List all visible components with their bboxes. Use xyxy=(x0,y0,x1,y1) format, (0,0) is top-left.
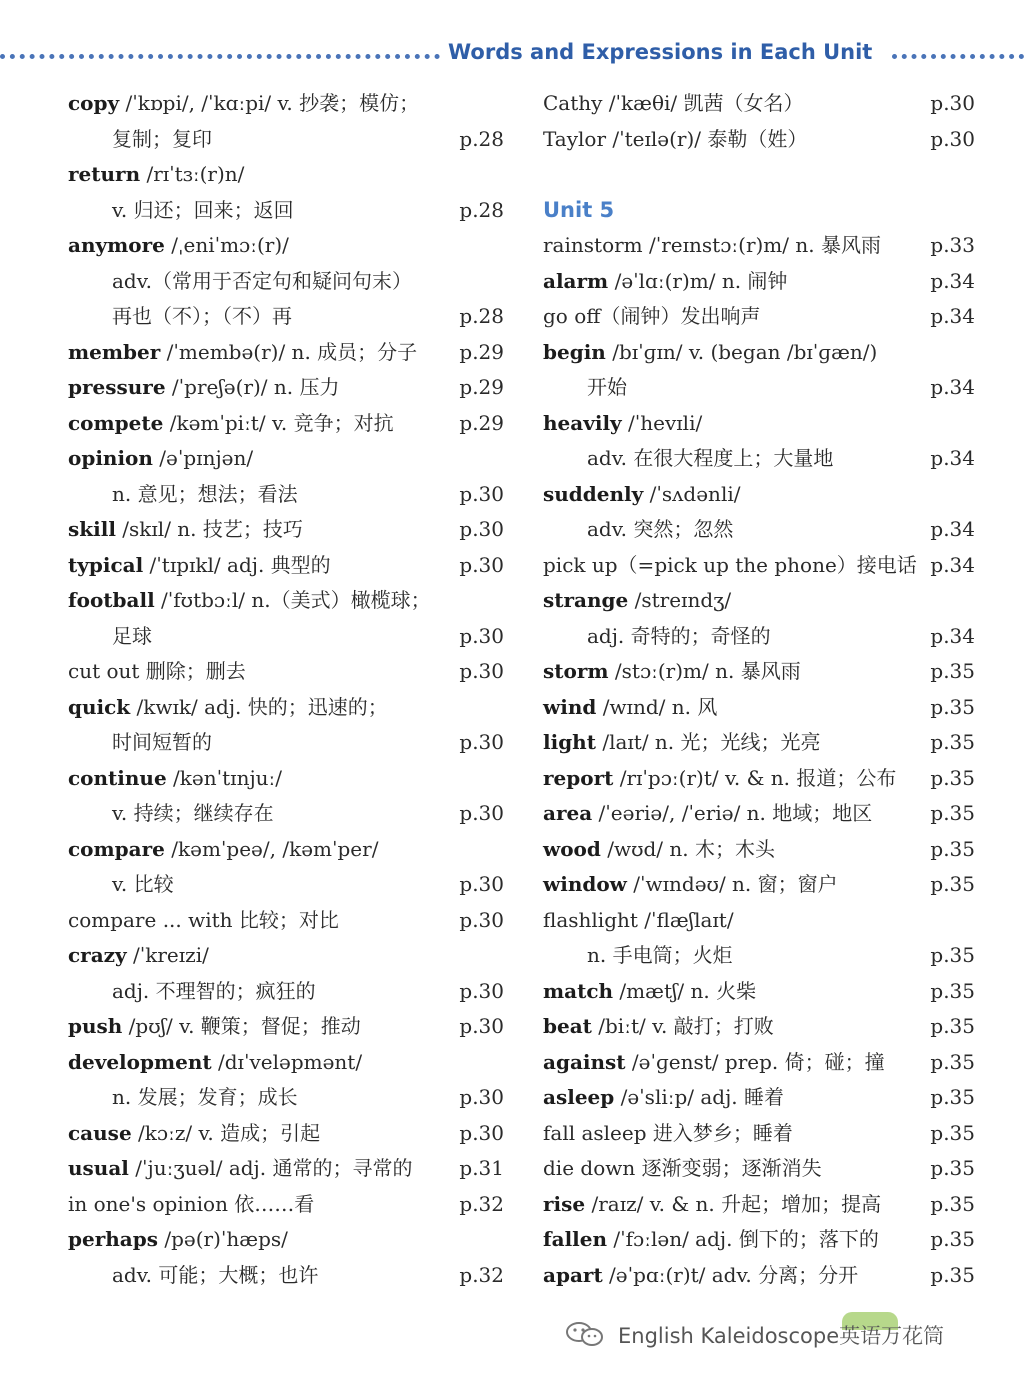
vocab-entry xyxy=(543,938,983,974)
vocab-entry xyxy=(68,654,508,690)
vocab-entry xyxy=(543,441,983,477)
headword: copy xyxy=(68,91,120,115)
entry-text xyxy=(68,370,340,406)
definition: die down 逐渐变弱；逐渐消失 xyxy=(543,1156,822,1180)
headword: asleep xyxy=(543,1085,615,1109)
vocab-entry xyxy=(68,619,508,655)
page-ref: p.28 xyxy=(459,197,504,222)
entry-text xyxy=(68,832,378,868)
vocab-entry xyxy=(68,512,508,548)
headword: heavily xyxy=(543,410,622,435)
headword: strange xyxy=(543,588,629,612)
definition: /ˌeniˈmɔː(r)/ xyxy=(164,233,289,257)
headword: fallen xyxy=(543,1227,608,1251)
definition: /ˈmembə(r)/ n. 成员；分子 xyxy=(160,339,418,364)
vocab-entry xyxy=(68,335,508,371)
headword: push xyxy=(68,1014,123,1038)
watermark-text: English Kaleidoscope英语万花筒 xyxy=(618,1324,945,1348)
definition: compare ... with 比较；对比 xyxy=(68,907,339,932)
headword: light xyxy=(543,730,596,754)
entry-text xyxy=(112,122,212,158)
entry-text xyxy=(587,441,833,477)
page-ref: p.30 xyxy=(459,623,504,648)
definition: /dɪˈveləpmənt/ xyxy=(211,1049,363,1074)
vocab-entry xyxy=(68,86,508,122)
headword: apart xyxy=(543,1262,603,1287)
definition: /kəmˈpeə/, /kəmˈper/ xyxy=(164,836,379,861)
headword: compare xyxy=(68,836,165,861)
vocab-entry xyxy=(68,1116,508,1152)
definition: /ˈjuːʒuəl/ adj. 通常的；寻常的 xyxy=(128,1156,413,1180)
definition: 时间短暂的 xyxy=(112,730,212,754)
entry-text xyxy=(543,1258,858,1294)
unit-heading-row xyxy=(543,193,983,229)
vocab-entry xyxy=(68,725,508,761)
definition: /ˈpreʃə(r)/ n. 压力 xyxy=(165,375,340,399)
headword: development xyxy=(68,1049,212,1074)
headword: suddenly xyxy=(543,481,644,506)
definition: /ˈeəriə/, /ˈeriə/ n. 地域；地区 xyxy=(592,801,873,825)
headword: member xyxy=(68,339,161,364)
entry-text xyxy=(68,86,419,122)
wechat-icon xyxy=(564,1320,606,1348)
vocab-entry xyxy=(68,1009,508,1045)
definition: /əˈlɑː(r)m/ n. 闹钟 xyxy=(608,268,788,293)
definition: /mætʃ/ n. 火柴 xyxy=(613,978,757,1003)
vocab-entry xyxy=(543,406,983,442)
vocab-entry xyxy=(68,938,508,974)
entry-text xyxy=(587,619,771,655)
definition: /ˈtɪpɪkl/ adj. 典型的 xyxy=(143,552,331,577)
page-ref: p.30 xyxy=(459,481,504,506)
page-ref: p.34 xyxy=(930,623,975,648)
definition: /ˈsʌdənli/ xyxy=(643,481,741,506)
headword: football xyxy=(68,588,155,612)
entry-text xyxy=(543,583,731,619)
entry-text xyxy=(68,1045,362,1081)
definition: /bɪˈɡɪn/ v. (began /bɪˈɡæn/) xyxy=(605,339,878,364)
entry-text xyxy=(543,796,872,832)
definition: /ˈfʊtbɔːl/ n.（美式）橄榄球； xyxy=(154,588,431,612)
page-ref: p.30 xyxy=(459,872,504,896)
vocab-entry xyxy=(68,228,508,264)
entry-text xyxy=(543,725,821,761)
entry-text xyxy=(543,406,702,442)
vocab-entry xyxy=(543,86,983,122)
page-ref: p.32 xyxy=(459,1191,504,1216)
vocab-entry xyxy=(543,122,983,158)
definition: /ˈhevɪli/ xyxy=(621,410,703,435)
page-ref: p.35 xyxy=(930,694,975,719)
headword: return xyxy=(68,162,141,186)
vocab-entry xyxy=(68,974,508,1010)
vocab-entry xyxy=(543,1187,983,1223)
vocab-entry xyxy=(543,228,983,264)
entry-text xyxy=(68,1009,361,1045)
page-ref: p.35 xyxy=(930,1262,975,1287)
headword: against xyxy=(543,1049,626,1074)
entry-text xyxy=(543,86,804,122)
definition: /kənˈtɪnjuː/ xyxy=(166,765,283,790)
entry-text xyxy=(543,1187,881,1223)
vocab-entry xyxy=(68,477,508,513)
definition: /pʊʃ/ v. 鞭策；督促；推动 xyxy=(122,1014,361,1038)
definition: /pə(r)ˈhæps/ xyxy=(158,1227,288,1251)
vocab-column-right xyxy=(543,86,983,1293)
vocab-entry xyxy=(543,548,983,584)
vocab-entry xyxy=(543,1116,983,1152)
vocab-entry xyxy=(543,725,983,761)
vocab-entry xyxy=(543,974,983,1010)
headword: wind xyxy=(543,694,597,719)
headword: alarm xyxy=(543,268,609,293)
page-ref: p.29 xyxy=(459,410,504,435)
entry-text xyxy=(112,796,274,832)
vocab-entry xyxy=(68,193,508,229)
entry-text xyxy=(587,938,733,974)
entry-text xyxy=(112,299,292,335)
page-ref: p.30 xyxy=(459,659,504,683)
definition: /əˈsliːp/ adj. 睡着 xyxy=(614,1085,785,1109)
page-ref: p.30 xyxy=(930,91,975,115)
definition: n. 发展；发育；成长 xyxy=(112,1085,298,1109)
vocab-entry xyxy=(543,1151,983,1187)
entry-text xyxy=(543,867,838,903)
definition: /ˈkreɪzi/ xyxy=(126,943,209,967)
headword: crazy xyxy=(68,943,127,967)
vocab-entry xyxy=(543,1258,983,1294)
entry-text xyxy=(543,228,881,264)
headword: report xyxy=(543,765,614,790)
vocab-entry xyxy=(68,867,508,903)
headword: opinion xyxy=(68,446,153,470)
page-ref: p.32 xyxy=(459,1262,504,1287)
definition: pick up（=pick up the phone）接电话 xyxy=(543,552,917,577)
entry-text xyxy=(68,441,253,477)
page-ref: p.35 xyxy=(930,730,975,754)
definition: v. 持续；继续存在 xyxy=(112,801,274,825)
definition: adv. 在很大程度上；大量地 xyxy=(587,446,834,470)
page-title: Words and Expressions in Each Unit xyxy=(448,40,873,64)
definition: in one's opinion 依……看 xyxy=(68,1191,315,1216)
definition: adj. 不理智的；疯狂的 xyxy=(112,978,316,1003)
page-ref: p.30 xyxy=(459,978,504,1003)
entry-text xyxy=(112,867,174,903)
entry-text xyxy=(543,1080,784,1116)
page-ref: p.35 xyxy=(930,1227,975,1251)
definition: adv.（常用于否定句和疑问句末） xyxy=(112,268,413,293)
page-ref: p.30 xyxy=(459,907,504,932)
vocab-entry xyxy=(543,512,983,548)
definition: /ˈfɔːlən/ adj. 倒下的；落下的 xyxy=(607,1227,879,1251)
header-dots-left xyxy=(0,54,440,59)
entry-text xyxy=(68,335,417,371)
definition: flashlight /ˈflæʃlaɪt/ xyxy=(543,907,734,932)
page-ref: p.34 xyxy=(930,552,975,577)
vocab-entry xyxy=(68,1151,508,1187)
vocab-entry xyxy=(543,264,983,300)
headword: pressure xyxy=(68,375,166,399)
definition: /kwɪk/ adj. 快的；迅速的； xyxy=(130,694,388,719)
entry-text xyxy=(68,761,282,797)
page-ref: p.30 xyxy=(459,552,504,577)
page-ref: p.34 xyxy=(930,375,975,399)
vocab-entry xyxy=(68,548,508,584)
page-ref: p.29 xyxy=(459,375,504,399)
page-ref: p.35 xyxy=(930,659,975,683)
entry-text xyxy=(543,335,877,371)
entry-text xyxy=(68,938,209,974)
headword: usual xyxy=(68,1156,129,1180)
definition: /streɪndʒ/ xyxy=(628,588,732,612)
entry-text xyxy=(543,1222,879,1258)
page-ref: p.35 xyxy=(930,836,975,861)
vocab-entry xyxy=(543,1080,983,1116)
vocab-entry xyxy=(68,406,508,442)
page-ref: p.30 xyxy=(930,126,975,151)
vocab-entry xyxy=(68,903,508,939)
entry-text xyxy=(543,1045,885,1081)
vocab-entry xyxy=(543,796,983,832)
page-ref: p.31 xyxy=(459,1156,504,1180)
definition: Taylor /ˈteɪlə(r)/ 泰勒（姓） xyxy=(543,126,808,151)
page-ref: p.30 xyxy=(459,1120,504,1145)
headword: quick xyxy=(68,694,131,719)
entry-text xyxy=(112,1258,318,1294)
entry-text xyxy=(587,512,733,548)
page-ref: p.35 xyxy=(930,1049,975,1074)
definition: /əˈpɑː(r)t/ adv. 分离；分开 xyxy=(602,1262,859,1287)
page-ref: p.30 xyxy=(459,1085,504,1109)
vocab-entry xyxy=(543,1222,983,1258)
vocab-entry xyxy=(68,370,508,406)
entry-text xyxy=(543,548,917,584)
entry-text xyxy=(68,690,388,726)
vocab-entry xyxy=(68,1187,508,1223)
definition: fall asleep 进入梦乡；睡着 xyxy=(543,1120,793,1145)
page-ref: p.30 xyxy=(459,730,504,754)
vocab-entry xyxy=(68,1258,508,1294)
entry-text xyxy=(68,157,244,193)
definition: 足球 xyxy=(112,623,152,648)
entry-text xyxy=(543,903,734,939)
page-ref: p.35 xyxy=(930,978,975,1003)
vocab-entry xyxy=(68,299,508,335)
vocab-entry xyxy=(543,477,983,513)
page-ref: p.28 xyxy=(459,304,504,328)
headword: skill xyxy=(68,517,116,541)
page-ref: p.33 xyxy=(930,233,975,257)
header-dots-right xyxy=(892,54,1024,59)
vocab-entry xyxy=(68,761,508,797)
definition: /rɪˈpɔː(r)t/ v. & n. 报道；公布 xyxy=(613,765,897,790)
vocab-entry xyxy=(68,796,508,832)
vocab-entry xyxy=(543,867,983,903)
vocab-entry xyxy=(543,583,983,619)
headword: window xyxy=(543,872,627,896)
definition: /kɔːz/ v. 造成；引起 xyxy=(131,1120,321,1145)
definition: Cathy /ˈkæθi/ 凯茜（女名） xyxy=(543,91,804,115)
entry-text xyxy=(543,690,717,726)
vocab-entry xyxy=(543,335,983,371)
page-ref: p.35 xyxy=(930,943,975,967)
definition: /skɪl/ n. 技艺；技巧 xyxy=(115,517,303,541)
definition: 再也（不）；（不）再 xyxy=(112,304,292,328)
vocab-entry xyxy=(68,832,508,868)
definition: 开始 xyxy=(587,375,627,399)
vocab-entry xyxy=(543,761,983,797)
vocab-entry xyxy=(543,690,983,726)
page-ref: p.35 xyxy=(930,1191,975,1216)
vocab-column-left xyxy=(68,86,508,1293)
definition: /kəmˈpiːt/ v. 竞争；对抗 xyxy=(163,410,394,435)
page-ref: p.28 xyxy=(459,126,504,151)
definition: /laɪt/ n. 光；光线；光亮 xyxy=(595,730,821,754)
headword: match xyxy=(543,978,614,1003)
entry-text xyxy=(587,370,627,406)
vocab-entry xyxy=(543,654,983,690)
page-ref: p.35 xyxy=(930,1085,975,1109)
page-ref: p.34 xyxy=(930,517,975,541)
unit-heading: Unit 5 xyxy=(543,197,615,222)
definition: /stɔː(r)m/ n. 暴风雨 xyxy=(608,659,801,683)
entry-text xyxy=(112,477,298,513)
definition: n. 意见；想法；看法 xyxy=(112,481,298,506)
headword: compete xyxy=(68,410,164,435)
vocab-entry xyxy=(543,370,983,406)
definition: adv. 可能；大概；也许 xyxy=(112,1262,319,1287)
vocab-entry xyxy=(543,619,983,655)
entry-text xyxy=(543,1151,822,1187)
page-ref: p.30 xyxy=(459,801,504,825)
entry-text xyxy=(112,725,212,761)
headword: rise xyxy=(543,1191,586,1216)
entry-text xyxy=(68,512,303,548)
entry-text xyxy=(112,974,316,1010)
entry-text xyxy=(68,406,394,442)
entry-text xyxy=(543,974,756,1010)
definition: v. 归还；回来；返回 xyxy=(112,197,294,222)
page-ref: p.34 xyxy=(930,304,975,328)
definition: go off（闹钟）发出响声 xyxy=(543,304,761,328)
vocab-entry xyxy=(543,1045,983,1081)
entry-text xyxy=(68,583,431,619)
definition: adj. 奇特的；奇怪的 xyxy=(587,623,771,648)
headword: beat xyxy=(543,1014,592,1038)
headword: anymore xyxy=(68,233,165,257)
vocab-entry xyxy=(68,1080,508,1116)
definition: v. 比较 xyxy=(112,872,174,896)
entry-text xyxy=(543,761,896,797)
entry-text xyxy=(543,122,807,158)
entry-text xyxy=(68,548,331,584)
vocab-entry xyxy=(68,264,508,300)
page-ref: p.30 xyxy=(459,1014,504,1038)
page-ref: p.30 xyxy=(459,517,504,541)
entry-text xyxy=(543,1116,793,1152)
definition: /ˈkɒpi/, /ˈkɑːpi/ v. 抄袭；模仿； xyxy=(119,91,420,115)
watermark xyxy=(564,1318,1004,1350)
entry-text xyxy=(543,832,775,868)
entry-text xyxy=(68,1116,320,1152)
headword: perhaps xyxy=(68,1227,158,1251)
page-ref: p.34 xyxy=(930,268,975,293)
headword: area xyxy=(543,801,593,825)
entry-text xyxy=(543,654,801,690)
page-ref: p.35 xyxy=(930,801,975,825)
entry-text xyxy=(112,264,412,300)
vocab-entry xyxy=(68,122,508,158)
page-ref: p.34 xyxy=(930,446,975,470)
definition: /wɪnd/ n. 风 xyxy=(596,694,718,719)
headword: cause xyxy=(68,1120,132,1145)
headword: typical xyxy=(68,552,144,577)
entry-text xyxy=(112,193,294,229)
entry-text xyxy=(543,264,787,300)
definition: adv. 突然；忽然 xyxy=(587,517,734,541)
page-ref: p.35 xyxy=(930,765,975,790)
headword: storm xyxy=(543,659,609,683)
page-ref: p.29 xyxy=(459,339,504,364)
definition: /raɪz/ v. & n. 升起；增加；提高 xyxy=(585,1191,882,1216)
vocab-entry xyxy=(543,903,983,939)
entry-text xyxy=(68,1151,412,1187)
entry-text xyxy=(543,1009,774,1045)
entry-text xyxy=(68,903,339,939)
definition: /ˈwɪndəʊ/ n. 窗；窗户 xyxy=(626,872,838,896)
vocab-entry xyxy=(68,1045,508,1081)
spacer xyxy=(543,157,983,193)
entry-text xyxy=(112,1080,298,1116)
page-ref: p.35 xyxy=(930,1120,975,1145)
vocab-entry xyxy=(68,1222,508,1258)
vocab-entry xyxy=(68,583,508,619)
definition: /wʊd/ n. 木；木头 xyxy=(600,836,776,861)
entry-text xyxy=(68,654,246,690)
entry-text xyxy=(543,477,740,513)
definition: rainstorm /ˈreɪnstɔː(r)m/ n. 暴风雨 xyxy=(543,233,881,257)
entry-text xyxy=(68,1222,288,1258)
page-ref: p.35 xyxy=(930,872,975,896)
entry-text xyxy=(112,619,152,655)
definition: /əˈɡenst/ prep. 倚；碰；撞 xyxy=(625,1049,885,1074)
vocab-entry xyxy=(68,157,508,193)
vocab-entry xyxy=(543,832,983,868)
definition: /biːt/ v. 敲打；打败 xyxy=(591,1014,774,1038)
definition: 复制；复印 xyxy=(112,126,212,151)
headword: wood xyxy=(543,836,601,861)
vocab-entry xyxy=(543,1009,983,1045)
page-header xyxy=(0,38,1024,72)
definition: /əˈpɪnjən/ xyxy=(152,446,254,470)
definition: n. 手电筒；火炬 xyxy=(587,943,733,967)
vocab-entry xyxy=(543,299,983,335)
page-ref: p.35 xyxy=(930,1156,975,1180)
vocab-entry xyxy=(68,441,508,477)
headword: begin xyxy=(543,339,606,364)
entry-text xyxy=(68,228,289,264)
entry-text xyxy=(543,299,760,335)
entry-text xyxy=(68,1187,314,1223)
page-ref: p.35 xyxy=(930,1014,975,1038)
vocab-entry xyxy=(68,690,508,726)
headword: continue xyxy=(68,765,167,790)
definition: /rɪˈtɜː(r)n/ xyxy=(140,162,245,186)
definition: cut out 删除；删去 xyxy=(68,659,246,683)
